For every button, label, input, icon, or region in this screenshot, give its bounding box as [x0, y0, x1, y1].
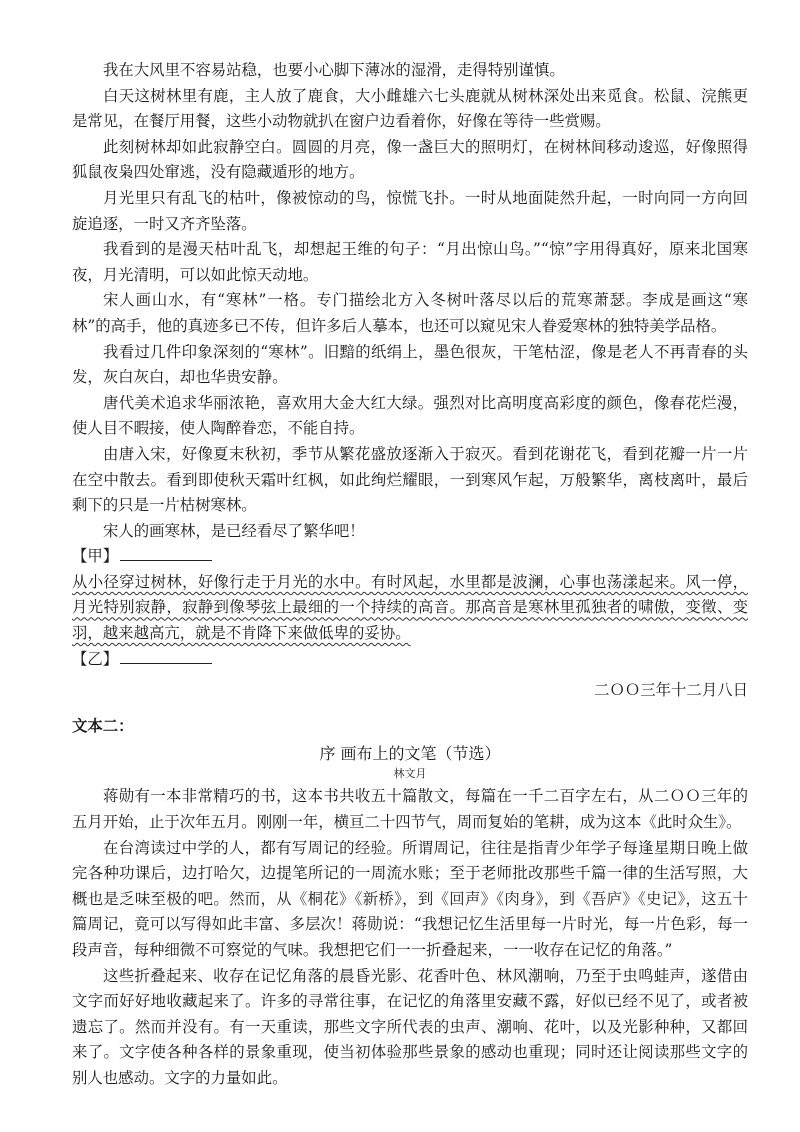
text1-paragraph-6: 宋人画山水，有“寒林”一格。专门描绘北方入冬树叶落尽以后的荒寒萧瑟。李成是画这“寒林”的高手，他的真迹多已不传，但许多后人摹本，也还可以窥见宋人眷爱寒林的独特美学品格。 — [72, 291, 748, 335]
blank-b-line — [72, 647, 748, 673]
text2-paragraph-1: 蒋勋有一本非常精巧的书，这本书共收五十篇散文，每篇在一千二百字左右，从二ＯＯ三年的五月开始，止于次年五月。刚刚一年，横亘二十四节气，周而复始的笔耕，成为这本《此时众生》。 — [72, 787, 748, 832]
essay-date: 二ＯＯ三年十二月八日 — [594, 681, 748, 700]
text1-paragraph-4: 月光里只有乱飞的枯叶，像被惊动的鸟，惊慌飞扑。一时从地面陡然升起，一时向同一方向回旋追逐，一时又齐齐坠落。 — [72, 188, 748, 233]
text1-paragraph-9: 由唐入宋，好像夏末秋初，季节从繁花盛放逐渐入于寂灭。看到花谢花飞，看到花瓣一片一片在空中散去。看到即使秋天霜叶红枫，如此绚烂耀眼，一到寒风乍起，万般繁华，离枝离叶，最后剩下的只是一片枯树寒林。 — [72, 444, 748, 515]
wavy-underlined-paragraph: 从小径穿过树林，好像行走于月光的水中。有时风起，水里都是波澜，心事也荡漾起来。风一停，月光特别寂静，寂静到像琴弦上最细的一个持续的高音。那高音是寒林里孤独者的啸傲，变徵、变羽，越来越高亢，就是不肯降下来做低卑的妥协。 — [72, 572, 748, 643]
text2-paragraph-2: 在台湾读过中学的人，都有写周记的经验。所谓周记，往往是指青少年学子每逢星期日晚上做完各种功课后，边打哈欠，边提笔所记的一周流水账；至于老师批改那些千篇一律的生活写照，大概也是乏味至极的吧。然而，从《桐花》《新桥》，到《回声》《肉身》，到《吾庐》《史记》，这五十篇周记，竟可以写得如此丰富、多层次！蒋勋说：“我想记忆生活里每一片时光，每一片色彩，每一段声音，每种细微不可察觉的气味。我想把它们一一折叠起来，一一收存在记忆的角落。” — [72, 838, 748, 959]
text2-author: 林文月 — [393, 767, 427, 781]
blank-b-field — [120, 647, 212, 664]
document-page — [72, 58, 748, 1092]
text2-title: 序 画布上的文笔（节选） — [319, 744, 501, 764]
text1-paragraph-2: 白天这树林里有鹿，主人放了鹿食，大小雌雄六七头鹿就从树林深处出来觅食。松鼠、浣熊更是常见，在餐厅用餐，这些小动物就扒在窗户边看着你，好像在等待一些赏赐。 — [72, 86, 748, 131]
text1-paragraph-7: 我看过几件印象深刻的“寒林”。旧黯的纸绢上，墨色很灰，干笔枯涩，像是老人不再青春的头发，灰白灰白，却也华贵安静。 — [72, 342, 748, 387]
text2-section-label: 文本二： — [72, 716, 134, 735]
text2-paragraph-3: 这些折叠起来、收存在记忆角落的晨昏光影、花香叶色、林风潮响，乃至于虫鸣蛙声，遂借由文字而好好地收藏起来了。许多的寻常往事，在记忆的角落里安藏不露，好似已经不见了，或者被遗忘了。然而并没有。有一天重读，那些文字所代表的虫声、潮响、花叶，以及光影种种，又都回来了。文字使各种各样的景象重现，使当初体验那些景象的感动也重现；同时还让阅读那些文字的别人也感动。文字的力量如此。 — [72, 966, 748, 1087]
text1-paragraph-10: 宋人的画寒林，是已经看尽了繁华吧！ — [103, 521, 365, 540]
blank-a-line — [72, 544, 748, 570]
blank-b-label: 【乙】 — [72, 649, 119, 668]
text1-paragraph-5: 我看到的是漫天枯叶乱飞，却想起王维的句子：“月出惊山鸟。”“惊”字用得真好，原来北国寒夜，月光清明，可以如此惊天动地。 — [72, 240, 748, 284]
text1-paragraph-3: 此刻树林却如此寂静空白。圆圆的月亮，像一盏巨大的照明灯，在树林间移动逡巡，好像照得狐鼠夜枭四处窜逃，没有隐藏遁形的地方。 — [72, 137, 748, 182]
text1-paragraph-8: 唐代美术追求华丽浓艳，喜欢用大金大红大绿。强烈对比高明度高彩度的颜色，像春花烂漫，使人目不暇接，使人陶醉眷恋，不能自持。 — [72, 393, 748, 438]
blank-a-field — [120, 544, 212, 561]
text1-paragraph-1: 我在大风里不容易站稳，也要小心脚下薄冰的湿滑，走得特别谨慎。 — [103, 61, 565, 79]
blank-a-label: 【甲】 — [72, 547, 119, 566]
